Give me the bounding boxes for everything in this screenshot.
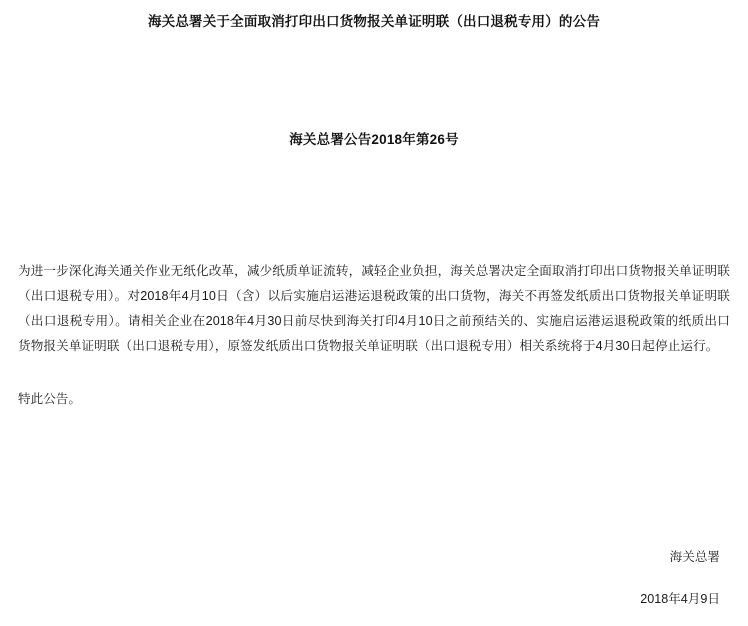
document-page — [0, 12, 748, 626]
body-paragraph: 为进一步深化海关通关作业无纸化改革，减少纸质单证流转，减轻企业负担，海关总署决定全面取消打印出口货物报关单证明联（出口退税专用）。对2018年4月10日（含）以后实施启运港运退税政策的出口货物，海关不再签发纸质出口货物报关单证明联（出口退税专用）。请相关企业在2018年4月30日前尽快到海关打印4月10日之前预结关的、实施启运港运退税政策的纸质出口货物报关单证明联（出口退税专用），原签发纸质出口货物报关单证明联（出口退税专用）相关系统将于4月30日起停止运行。 — [18, 263, 730, 354]
signature-date: 2018年4月9日 — [640, 592, 720, 606]
announcement-number: 海关总署公告2018年第26号 — [289, 132, 459, 148]
page-title: 海关总署关于全面取消打印出口货物报关单证明联（出口退税专用）的公告 — [147, 14, 601, 29]
closing-statement: 特此公告。 — [18, 392, 81, 407]
signature-issuer: 海关总署 — [669, 550, 720, 564]
document-body — [18, 259, 730, 360]
